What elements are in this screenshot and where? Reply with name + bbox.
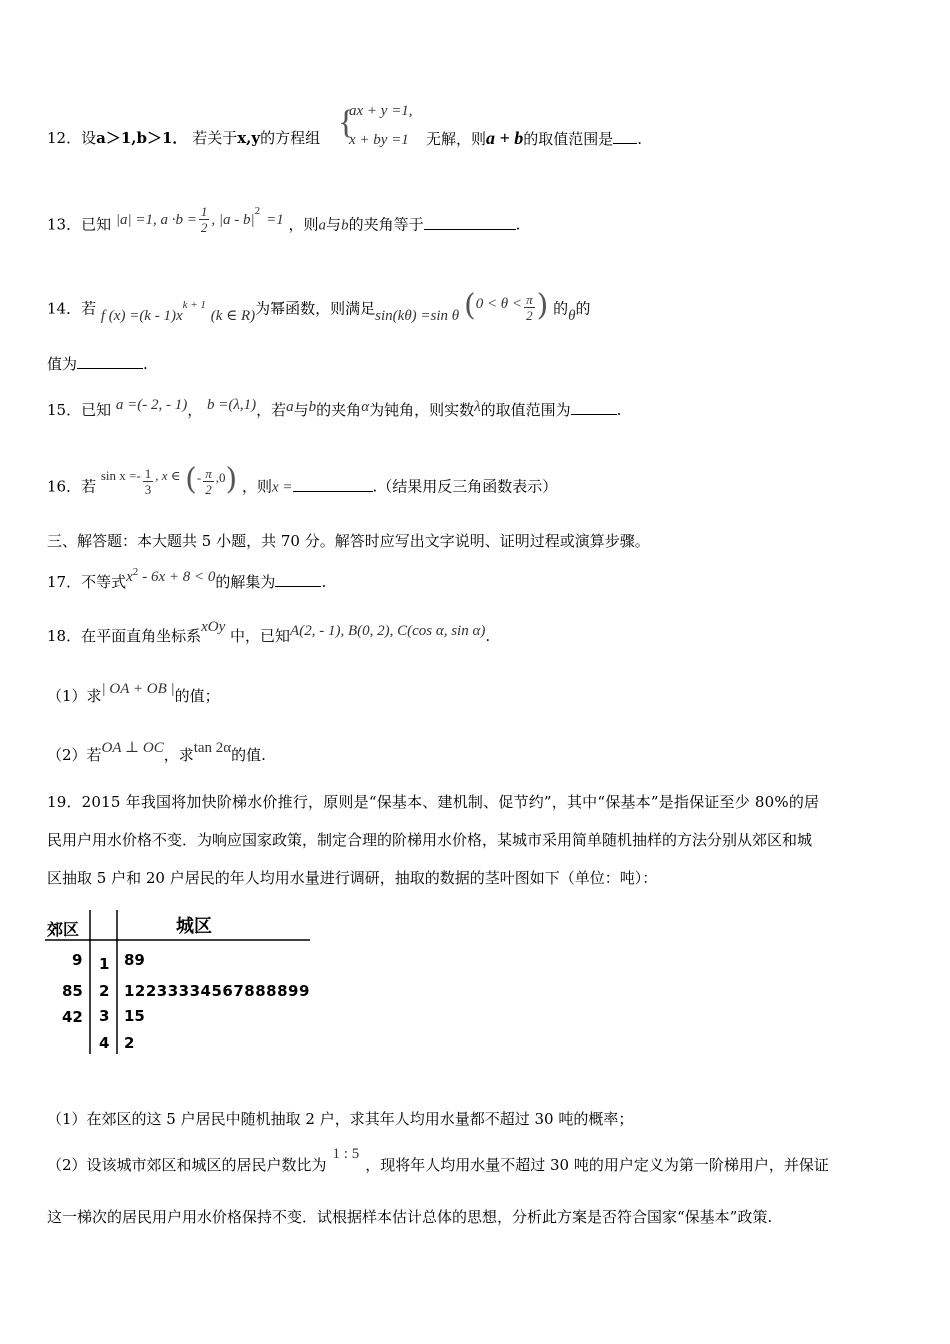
q16-t1: ，则 — [241, 477, 272, 496]
stem-leaf-left-2: 85 — [62, 982, 83, 1000]
stem-leaf-left-3: 42 — [62, 1008, 83, 1026]
q13-t1: ，则 — [288, 215, 319, 234]
q13-sup: 2 — [254, 204, 261, 217]
q13-t3: 的夹角等于 — [348, 215, 424, 234]
stem-leaf-stem-4: 4 — [99, 1034, 110, 1052]
q18-p1-post: 的值； — [174, 687, 220, 705]
question-19-part1: （1）在郊区的这 5 户居民中随机抽取 2 户，求其年人均用水量都不超过 30 吨的概率； — [47, 1110, 634, 1128]
q14-line2: 值为 — [47, 355, 78, 373]
q18-sys: xOy — [201, 619, 226, 635]
q12-brace: { — [338, 104, 355, 141]
question-18-part2 — [47, 740, 266, 766]
q14-sup: k + 1 — [182, 298, 206, 311]
q16-frac1 — [143, 466, 154, 497]
q17-ineq: x — [126, 569, 133, 585]
q18-pts: A(2, - 1), B(0, 2), C(cos α, sin α) — [290, 623, 486, 639]
question-16 — [47, 461, 558, 503]
q16-frac1-den: 3 — [144, 482, 152, 497]
q12-mid: 若关于 — [192, 129, 238, 147]
q16-blank — [293, 477, 373, 492]
q15-lambda: λ — [474, 399, 481, 415]
q13-frac-num: 1 — [200, 204, 208, 219]
q18-p1-pre: （1）求 — [47, 687, 102, 705]
q18-end: . — [485, 627, 491, 645]
q16-t2: .（结果用反三角函数表示） — [372, 477, 558, 496]
q13-frac — [199, 204, 210, 235]
q14-theta: θ — [568, 307, 576, 324]
q15-b: b — [308, 399, 317, 415]
q17-sup: 2 — [132, 566, 139, 578]
question-14-line2 — [47, 354, 148, 374]
q15-blank — [571, 400, 617, 415]
question-19-line1: 19．2015 年我国将加快阶梯水价推行，原则是“保基本、建机制、促节约”，其中“保基本”是指保证至少 80%的居 — [47, 793, 820, 811]
q19-p2-post: ，现将年人均用水量不超过 30 吨的用户定义为第一阶梯用户，并保证 — [365, 1156, 829, 1174]
q15-alpha: α — [361, 399, 370, 415]
q19-ratio: 1 : 5 — [332, 1146, 360, 1162]
q13-b: b — [341, 217, 349, 234]
q14-blank — [77, 354, 143, 369]
q12-cond: a＞1,b＞1． — [96, 129, 188, 147]
q12-tail: 的取值范围是 — [523, 130, 614, 148]
q17-end: . — [321, 573, 327, 591]
q16-frac2-den: 2 — [205, 482, 212, 497]
section-3-heading: 三、解答题：本大题共 5 小题，共 70 分。解答时应写出文字说明、证明过程或演算步骤。 — [47, 532, 650, 550]
q14-frac-den: 2 — [526, 308, 533, 323]
q12-prefix: 12．设 — [47, 129, 97, 147]
q19-p2-pre: （2）设该城市郊区和城区的居民户数比为 — [47, 1156, 327, 1174]
question-19-line3: 区抽取 5 户和 20 户居民的年人均用水量进行调研，抽取的数据的茎叶图如下（单位：吨）： — [47, 869, 658, 887]
q12-vars: x,y — [237, 129, 261, 147]
q14-eq: sin(kθ) =sin θ — [375, 307, 460, 324]
q13-m1: |a| =1, a ·b = — [115, 211, 197, 228]
question-12 — [47, 128, 320, 148]
q12-expr: a + b — [486, 128, 524, 148]
question-15 — [47, 397, 622, 421]
q18-p2-post: 的值. — [231, 746, 266, 764]
q13-frac-den: 2 — [200, 220, 208, 235]
q12-eq1: ax + y =1, — [349, 103, 413, 119]
stem-leaf-right-1: 89 — [124, 951, 145, 969]
q13-prefix: 13．已知 — [47, 215, 112, 234]
q15-va: a =(- 2, - 1) — [115, 397, 188, 413]
q17-blank — [275, 572, 321, 587]
q12-blank — [613, 129, 637, 144]
q14-t1: 为幂函数，则满足 — [255, 299, 376, 318]
stem-leaf-stem-2: 2 — [99, 982, 110, 1000]
q14-cond: 0 < θ < — [475, 295, 523, 312]
q16-m4: ,0 — [215, 469, 226, 485]
q15-t4: 为钝角，则实数 — [369, 401, 475, 419]
question-13 — [47, 204, 521, 241]
question-14 — [47, 287, 591, 325]
q14-paren-right: ) — [536, 287, 549, 323]
question-19-line2: 民用户用水价格不变．为响应国家政策，制定合理的阶梯用水价格，某城市采用简单随机抽样的方法分别从郊区和城 — [47, 831, 813, 849]
q17-t1: 的解集为 — [215, 573, 276, 591]
question-19-part2-line2: 这一梯次的居民用户用水价格保持不变．试根据样本估计总体的思想，分析此方案是否符合国家“保基本”政策. — [47, 1208, 773, 1226]
q14-t3: 的 — [575, 299, 591, 318]
q13-blank — [424, 215, 516, 230]
q18-p2-mid: ，求 — [163, 746, 194, 764]
q15-t1: ，若 — [256, 401, 287, 419]
q16-m1: sin x =- — [100, 467, 141, 483]
q18-p1-expr: | OA + OB | — [101, 681, 175, 697]
q16-m3: - — [196, 469, 202, 485]
stem-leaf-right-2: 12233334567888899 — [124, 982, 310, 1000]
q12-nosol: 无解，则 — [426, 130, 487, 148]
q17-prefix: 17．不等式 — [47, 573, 127, 591]
q16-paren-left: ( — [185, 461, 197, 497]
q15-comma: ， — [187, 401, 203, 419]
q14-frac — [524, 292, 535, 323]
q13-a: a — [318, 217, 327, 234]
q14-dom: (k ∈ R) — [210, 307, 256, 324]
q14-paren-left: ( — [463, 287, 476, 323]
question-18 — [47, 619, 491, 647]
q13-m3: =1 — [266, 211, 284, 228]
q14-t2: 的 — [553, 299, 569, 318]
q16-m2: , x ∈ — [155, 467, 181, 483]
q16-paren-right: ) — [225, 461, 238, 497]
q18-t1: 中，已知 — [230, 627, 291, 645]
q14-end: . — [143, 355, 148, 373]
q15-t3: 的夹角 — [316, 401, 362, 419]
q18-p2-expr: OA ⊥ OC — [101, 740, 164, 756]
q12-end: . — [637, 130, 643, 148]
stem-leaf-stem-3: 3 — [99, 1007, 110, 1025]
stem-leaf-stem-1: 1 — [99, 955, 110, 973]
q14-prefix: 14．若 — [47, 299, 97, 318]
question-18-part1 — [47, 681, 220, 707]
q16-m5: x = — [272, 479, 293, 496]
q17-ineq2: - 6x + 8 < 0 — [142, 569, 216, 585]
q12-eq2: x + by =1 — [349, 132, 409, 148]
q15-a: a — [286, 399, 294, 415]
q13-m2: , |a - b| — [211, 211, 255, 228]
question-12-tail — [426, 128, 642, 149]
q14-frac-num: π — [526, 292, 533, 307]
q18-p2-expr2: tan 2α — [193, 740, 232, 756]
q13-end: . — [515, 215, 521, 234]
stem-leaf-left-1: 9 — [72, 951, 83, 969]
q18-prefix: 18．在平面直角坐标系 — [47, 627, 202, 645]
stem-leaf-right-4: 2 — [124, 1034, 135, 1052]
q16-frac2-num: π — [205, 466, 212, 481]
stem-leaf-right-3: 15 — [124, 1007, 145, 1025]
q12-mid2: 的方程组 — [260, 129, 321, 147]
q15-t2: 与 — [293, 401, 309, 419]
stem-leaf-header-left: 郊区 — [47, 920, 80, 939]
q15-vb: b =(λ,1) — [207, 397, 257, 413]
q16-prefix: 16．若 — [47, 477, 97, 496]
q14-func: f (x) =(k - 1)x — [100, 307, 183, 324]
q15-t5: 的取值范围为 — [480, 401, 571, 419]
q16-frac1-num: 1 — [144, 466, 152, 481]
q13-t2: 与 — [326, 215, 342, 234]
question-19-part2 — [47, 1146, 829, 1176]
q15-end: . — [616, 401, 622, 419]
q15-prefix: 15．已知 — [47, 401, 112, 419]
question-17 — [47, 568, 326, 593]
stem-leaf-header-right: 城区 — [176, 916, 212, 937]
q16-frac2 — [203, 466, 214, 497]
q18-p2-pre: （2）若 — [47, 746, 102, 764]
